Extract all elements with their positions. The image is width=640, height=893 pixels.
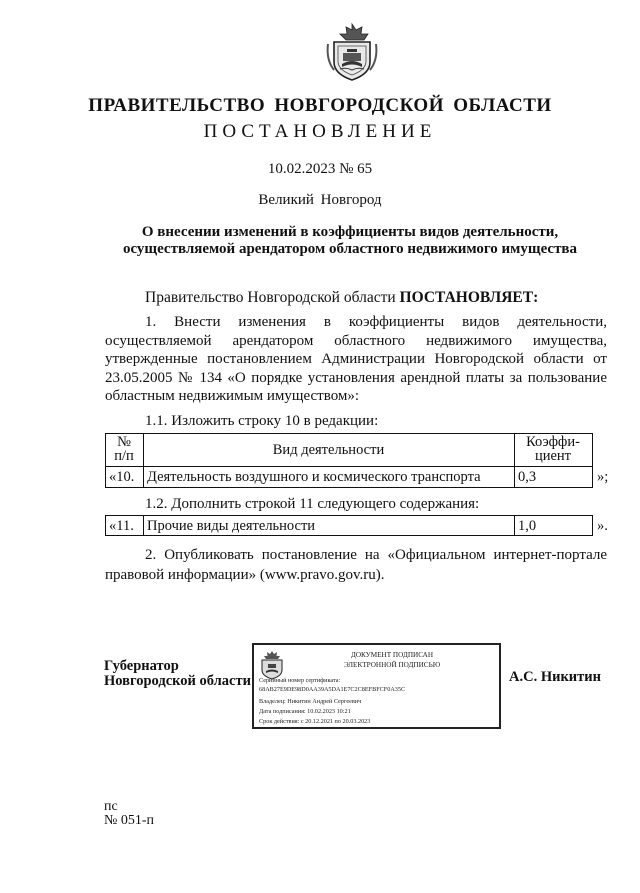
document-type: ПОСТАНОВЛЕНИЕ bbox=[203, 121, 437, 142]
stamp-serial-label: Серийный номер сертификата: bbox=[259, 677, 341, 684]
row-suffix: ». bbox=[597, 518, 608, 534]
subject-line-1: О внесении изменений в коэффициенты видов деятельности, bbox=[141, 224, 559, 240]
header-coefficient: Коэффи- циент bbox=[526, 434, 580, 464]
header-activity: Вид деятельности bbox=[272, 442, 385, 458]
stamp-signed-date: Дата подписания: 10.02.2023 10:21 bbox=[259, 708, 351, 715]
government-title: ПРАВИТЕЛЬСТВО НОВГОРОДСКОЙ ОБЛАСТИ bbox=[88, 95, 552, 116]
stamp-coat-of-arms-icon bbox=[259, 650, 285, 680]
stamp-header: ДОКУМЕНТ ПОДПИСАН ЭЛЕКТРОННОЙ ПОДПИСЬЮ bbox=[343, 651, 441, 669]
stamp-serial: 68AB27E9DE98D0AA39A5DA1E7C2C8EFBFCF0A35C bbox=[259, 686, 406, 693]
city: Великий Новгород bbox=[258, 192, 382, 208]
table-row-10 bbox=[105, 433, 609, 489]
preamble-text: Правительство Новгородской области bbox=[145, 289, 400, 306]
stamp-validity: Срок действия: с 20.12.2021 по 20.03.2023 bbox=[259, 718, 371, 725]
row-suffix: »; bbox=[597, 469, 609, 485]
preamble-decree-word: ПОСТАНОВЛЯЕТ: bbox=[399, 289, 539, 306]
row-number: «11. bbox=[109, 518, 134, 534]
row-number: «10. bbox=[109, 469, 135, 485]
row-coefficient: 0,3 bbox=[518, 469, 537, 485]
signer-name: А.С. Никитин bbox=[509, 669, 601, 685]
row-coefficient: 1,0 bbox=[518, 518, 537, 534]
date-and-number: 10.02.2023 № 65 bbox=[267, 161, 373, 177]
document-subject bbox=[100, 224, 600, 258]
signer-title: Губернатор Новгородской области bbox=[104, 658, 251, 689]
paragraph-2: 2. Опубликовать постановление на «Официальном интернет-портале правовой информации» (www.pravo.gov.ru). bbox=[105, 547, 607, 583]
footer-code: пс № 051-п bbox=[104, 799, 155, 828]
coat-of-arms-icon bbox=[326, 22, 378, 82]
electronic-signature-stamp bbox=[252, 643, 501, 729]
row-activity: Прочие виды деятельности bbox=[147, 518, 316, 534]
subparagraph-1-2: 1.2. Дополнить строкой 11 следующего содержания: bbox=[145, 496, 480, 512]
stamp-owner: Владелец: Никитин Андрей Сергеевич bbox=[259, 698, 362, 705]
preamble bbox=[145, 289, 538, 307]
row-activity: Деятельность воздушного и космического транспорта bbox=[147, 469, 481, 485]
header-number: № п/п bbox=[114, 434, 134, 464]
subparagraph-1-1: 1.1. Изложить строку 10 в редакции: bbox=[145, 413, 379, 429]
table-row-11 bbox=[105, 515, 608, 535]
paragraph-1: 1. Внести изменения в коэффициенты видов деятельности, осуществляемой арендатором областного недвижимого имущества, утвержденные постановлением Администрации Новгородской области от 23.05.2005 № 134 «О порядке установления арендной платы за пользование областным недвижимым имуществом»: bbox=[105, 314, 607, 405]
subject-line-2: осуществляемой арендатором областного недвижимого имущества bbox=[122, 241, 578, 257]
